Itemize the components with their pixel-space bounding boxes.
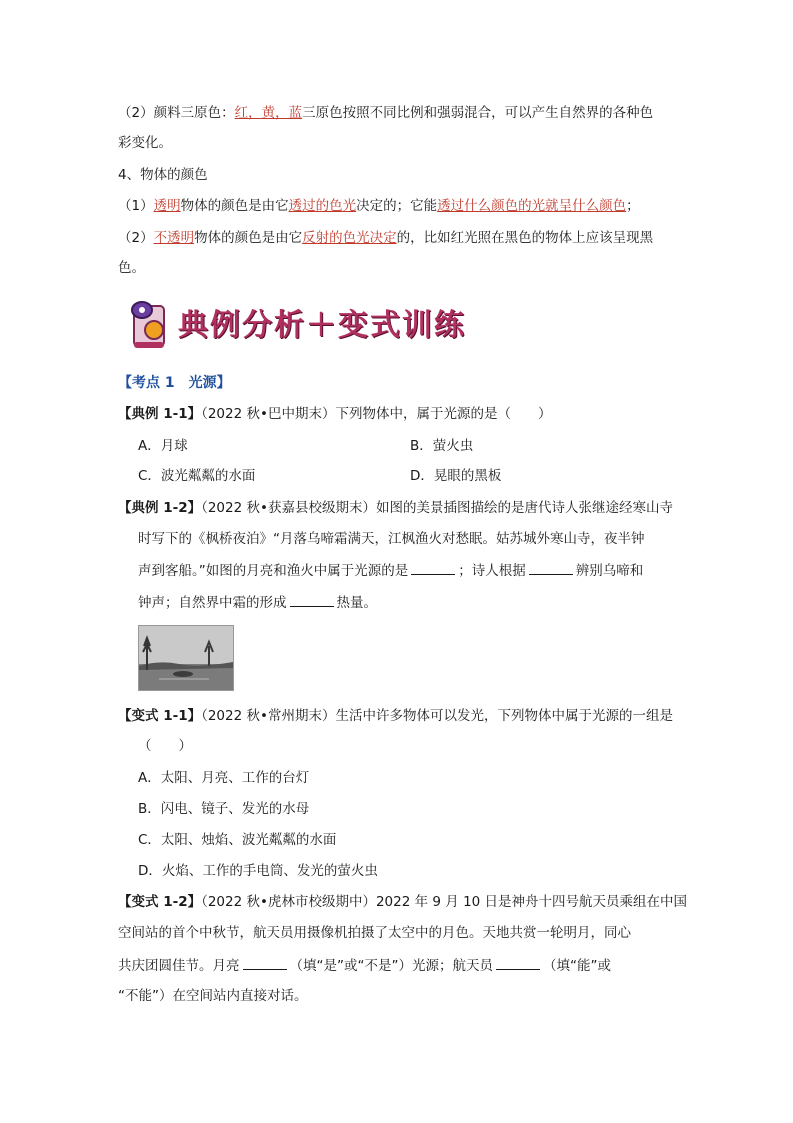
text: ； <box>626 198 640 214</box>
question-1-2-line4 <box>138 592 377 613</box>
question-stem: （2022 秋•获嘉县校级期末）如图的美景插图描绘的是唐代诗人张继途经寒山寺 <box>201 500 673 516</box>
variant-1-2-line2: 空间站的首个中秋节，航天员用摄像机拍摄了太空中的月色。天地共赏一轮明月，同心 <box>118 925 631 941</box>
variant-1-2-line4: “不能”）在空间站内直接对话。 <box>118 988 308 1004</box>
text: （填“是”或“不是”）光源；航天员 <box>289 958 493 974</box>
text: 辨别乌啼和 <box>575 563 644 579</box>
highlight-text: 透过什么颜色的光就呈什么颜色 <box>437 198 627 214</box>
highlight-text: 透过的色光 <box>288 198 357 214</box>
question-tag: 【变式 1-1】 <box>118 708 202 724</box>
text: 的，比如红光照在黑色的物体上应该呈现黑 <box>396 230 654 246</box>
highlight-text: 不透明 <box>153 230 195 246</box>
text: 物体的颜色是由它 <box>180 198 289 214</box>
question-1-2 <box>118 498 673 518</box>
text: ；诗人根据 <box>458 563 526 579</box>
text: 三原色按照不同比例和强弱混合，可以产生自然界的各种色 <box>302 105 654 121</box>
variant-1-1-paren: （ ） <box>138 738 192 754</box>
highlight-text: 透明 <box>153 198 181 214</box>
question-tag: 【典例 1-2】 <box>118 500 202 516</box>
answer-blank[interactable] <box>496 955 540 970</box>
variant-1-2 <box>118 892 687 912</box>
question-tag: 【典例 1-1】 <box>118 406 202 422</box>
answer-blank[interactable] <box>411 560 455 575</box>
option-b[interactable]: B．萤火虫 <box>410 438 474 454</box>
text: （1） <box>118 198 154 214</box>
option-d[interactable]: D．晃眼的黑板 <box>410 468 502 484</box>
option-d[interactable]: D．火焰、工作的手电筒、发光的萤火虫 <box>138 863 378 879</box>
text: 热量。 <box>336 595 377 611</box>
opaque-object-line <box>118 228 653 248</box>
question-stem: （2022 秋•巴中期末）下列物体中，属于光源的是（ ） <box>201 406 552 422</box>
highlight-text: 反射的色光决定 <box>302 230 397 246</box>
text: 物体的颜色是由它 <box>194 230 303 246</box>
text: 声到客船。”如图的月亮和渔火中属于光源的是 <box>138 563 409 579</box>
banner-title: 典例分析＋变式训练 <box>178 308 466 343</box>
pigment-primary-line <box>118 103 653 123</box>
text: 钟声；自然界中霜的形成 <box>138 595 287 611</box>
opaque-object-line-cont: 色。 <box>118 260 145 276</box>
variant-1-1 <box>118 706 673 726</box>
option-b[interactable]: B．闪电、镜子、发光的水母 <box>138 801 310 817</box>
night-landscape-image <box>138 625 234 691</box>
text: （2） <box>118 230 154 246</box>
variant-1-2-line3 <box>118 955 611 976</box>
question-stem: （2022 秋•常州期末）生活中许多物体可以发光，下列物体中属于光源的一组是 <box>201 708 673 724</box>
pigment-primary-line-cont: 彩变化。 <box>118 135 172 151</box>
text: 共庆团圆佳节。月亮 <box>118 958 240 974</box>
answer-blank[interactable] <box>529 560 573 575</box>
question-1-1 <box>118 404 551 424</box>
question-stem: （2022 秋•虎林市校级期中）2022 年 9 月 10 日是神舟十四号航天员乘组在中国 <box>201 894 688 910</box>
scroll-icon <box>128 296 176 352</box>
section-banner <box>128 296 468 352</box>
question-1-2-line2: 时写下的《枫桥夜泊》“月落乌啼霜满天，江枫渔火对愁眠。姑苏城外寒山寺，夜半钟 <box>138 531 645 547</box>
text: 决定的；它能 <box>356 198 438 214</box>
landscape-illustration <box>139 626 233 690</box>
option-c[interactable]: C．太阳、烛焰、波光粼粼的水面 <box>138 832 337 848</box>
text: （2）颜料三原色： <box>118 105 235 121</box>
option-a[interactable]: A．太阳、月亮、工作的台灯 <box>138 770 310 786</box>
answer-blank[interactable] <box>290 592 334 607</box>
topic-heading: 【考点 1 光源】 <box>118 375 231 391</box>
transparent-object-line <box>118 196 640 216</box>
question-tag: 【变式 1-2】 <box>118 894 202 910</box>
text: （填“能”或 <box>542 958 611 974</box>
highlight-text: 红，黄，蓝 <box>234 105 303 121</box>
answer-blank[interactable] <box>243 955 287 970</box>
option-c[interactable]: C．波光粼粼的水面 <box>138 468 256 484</box>
section-title: 4、物体的颜色 <box>118 167 208 183</box>
question-1-2-line3 <box>138 560 643 581</box>
option-a[interactable]: A．月球 <box>138 438 188 454</box>
